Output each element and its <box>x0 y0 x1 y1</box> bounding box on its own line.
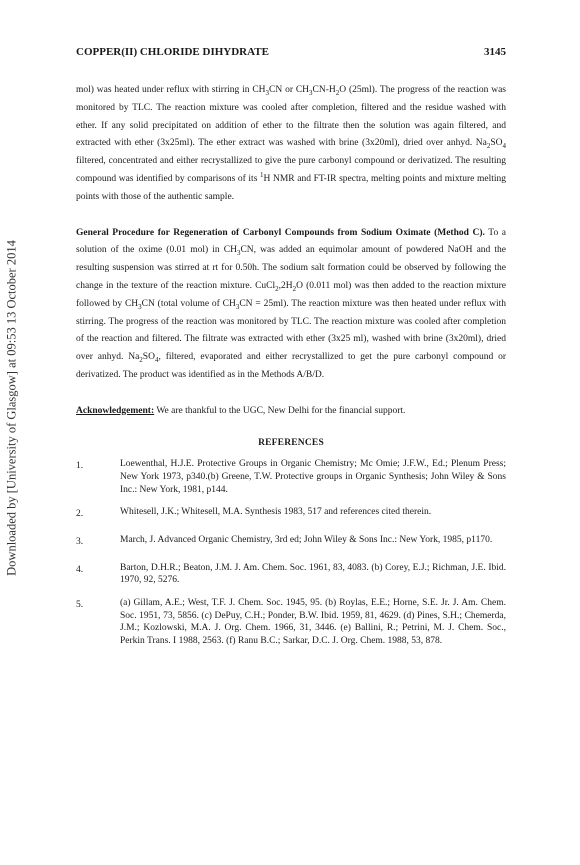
reference-item <box>76 534 506 552</box>
method-c-heading: General Procedure for Regeneration of Carbonyl Compounds from Sodium Oximate (Method C). <box>76 227 485 238</box>
text-run: CN-H <box>312 85 336 95</box>
method-continuation-paragraph <box>76 82 506 207</box>
text-run: O (25ml). The progress of the reaction was monitored by TLC. The reaction mixture was cooled after completion, filtered and the residue washed with ether. If any solid precipitated on addition of ether to the filtrate then the solution was again filtered, and extracted with ether (3x25ml). The ether extract was washed with brine (3x20ml), dried over anhyd. Na <box>76 85 506 149</box>
reference-text: Barton, D.H.R.; Beaton, J.M. J. Am. Chem. Soc. 1961, 83, 4083. (b) Corey, E.J.; Richman, J.E. Ibid. 1970, 92, 5276. <box>120 562 506 586</box>
references-heading: REFERENCES <box>258 437 324 448</box>
reference-number: 1. <box>76 461 84 472</box>
download-watermark <box>0 0 24 865</box>
superscript: 1 <box>260 170 264 179</box>
subscript: 4 <box>154 356 159 365</box>
subscript: 2 <box>275 284 279 293</box>
subscript: 2 <box>139 356 143 365</box>
subscript: 3 <box>138 302 142 311</box>
subscript: 3 <box>235 302 240 311</box>
reference-text: Whitesell, J.K.; Whitesell, M.A. Synthesis 1983, 517 and references cited therein. <box>120 507 432 518</box>
subscript: 2 <box>292 284 297 293</box>
reference-item <box>76 597 506 647</box>
reference-text: Loewenthal, H.J.E. Protective Groups in Organic Chemistry; Mc Omie; J.F.W., Ed.; Plenum Press; New York 1973, p340.(b) Greene, T.W. Protective groups in Organic Synthesis; John Wiley & Sons Inc.: New York, 1981, p144. <box>120 459 506 495</box>
subscript: 4 <box>502 142 506 151</box>
references-list <box>76 458 506 647</box>
page-number: 3145 <box>484 46 506 58</box>
running-title: COPPER(II) CHLORIDE DIHYDRATE <box>76 46 269 58</box>
method-c-paragraph <box>76 225 506 385</box>
text-run: filtered, concentrated and either recrystallized to give the pure carbonyl compound or derivatized. The resulting compound was identified by comparisons of its <box>76 156 506 184</box>
download-watermark-text: Downloaded by [University of Glasgow] at 09:53 13 October 2014 <box>4 240 19 576</box>
acknowledgement-heading: Acknowledgement: <box>76 405 155 416</box>
subscript: 3 <box>265 88 270 97</box>
text-run: CN or CH <box>269 85 310 95</box>
paragraph-gap <box>76 207 506 225</box>
text-run: CN, was added an equimolar amount of powdered NaOH and the resulting suspension was stirred at rt for 0.50h. The sodium salt formation could be observed by following the change in the texture of the reaction mixture. CuCl <box>76 245 506 291</box>
text-run: CN (total volume of CH <box>141 298 236 309</box>
acknowledgement-paragraph <box>76 403 506 421</box>
reference-number: 4. <box>76 564 84 575</box>
reference-number: 5. <box>76 599 84 610</box>
subscript: 3 <box>309 88 313 97</box>
text-run: H NMR and FT-IR spectra, melting points and mixture melting points with those of the authentic sample. <box>76 173 506 202</box>
text-run: ,2H <box>278 280 293 291</box>
text-run: O (0.011 mol) was then added to the reaction mixture followed by CH <box>76 280 506 309</box>
text-run: mol) was heated under reflux with stirring in CH <box>76 85 266 95</box>
subscript: 2 <box>486 142 491 151</box>
text-run: , filtered, evaporated and either recrystallized to get the pure carbonyl compound or derivatized. The product was identified as in the Methods A/B/D. <box>76 352 506 380</box>
reference-item <box>76 562 506 587</box>
page-body <box>76 82 506 657</box>
reference-number: 3. <box>76 536 84 547</box>
text-run: SO <box>490 138 503 149</box>
reference-text: (a) Gillam, A.E.; West, T.F. J. Chem. Soc. 1945, 95. (b) Roylas, E.E.; Horne, S.E. Jr. J. Am. Chem. Soc. 1951, 73, 5856. (c) DePuy, C.H.; Ponder, B.W. Ibid. 1959, 81, 4629. (d) Pines, S.H.; Chemerda, J.M.; Kozlowski, M.A. J. Org. Chem. 1966, 31, 3446. (e) Ballini, R.; Petrini, M. J. Chem. Soc., Perkin Trans. I 1988, 2563. (f) Ranu B.C.; Sarkar, D.C. J. Org. Chem. 1988, 53, 878. <box>120 597 506 646</box>
text-run: SO <box>142 352 155 363</box>
reference-text: March, J. Advanced Organic Chemistry, 3rd ed; John Wiley & Sons Inc.: New York, 1985, p1170. <box>120 534 493 545</box>
reference-item <box>76 506 506 524</box>
acknowledgement-text: We are thankful to the UGC, New Delhi for the financial support. <box>154 405 406 416</box>
text-run: To a solution of the oxime (0.01 mol) in CH <box>76 227 506 256</box>
page-header <box>76 46 506 62</box>
subscript: 3 <box>236 249 241 258</box>
reference-item <box>76 458 506 496</box>
reference-number: 2. <box>76 509 84 520</box>
paragraph-gap <box>76 385 506 403</box>
text-run: CN = 25ml). The reaction mixture was then heated under reflux with stirring. The progress of the reaction was monitored by TLC. The reaction mixture was cooled after completion of the reaction and filtered. The filtrate was extracted with ether (3x25 ml), washed with brine (3x20ml), dried over anhyd. Na <box>76 298 507 363</box>
subscript: 2 <box>335 88 340 97</box>
